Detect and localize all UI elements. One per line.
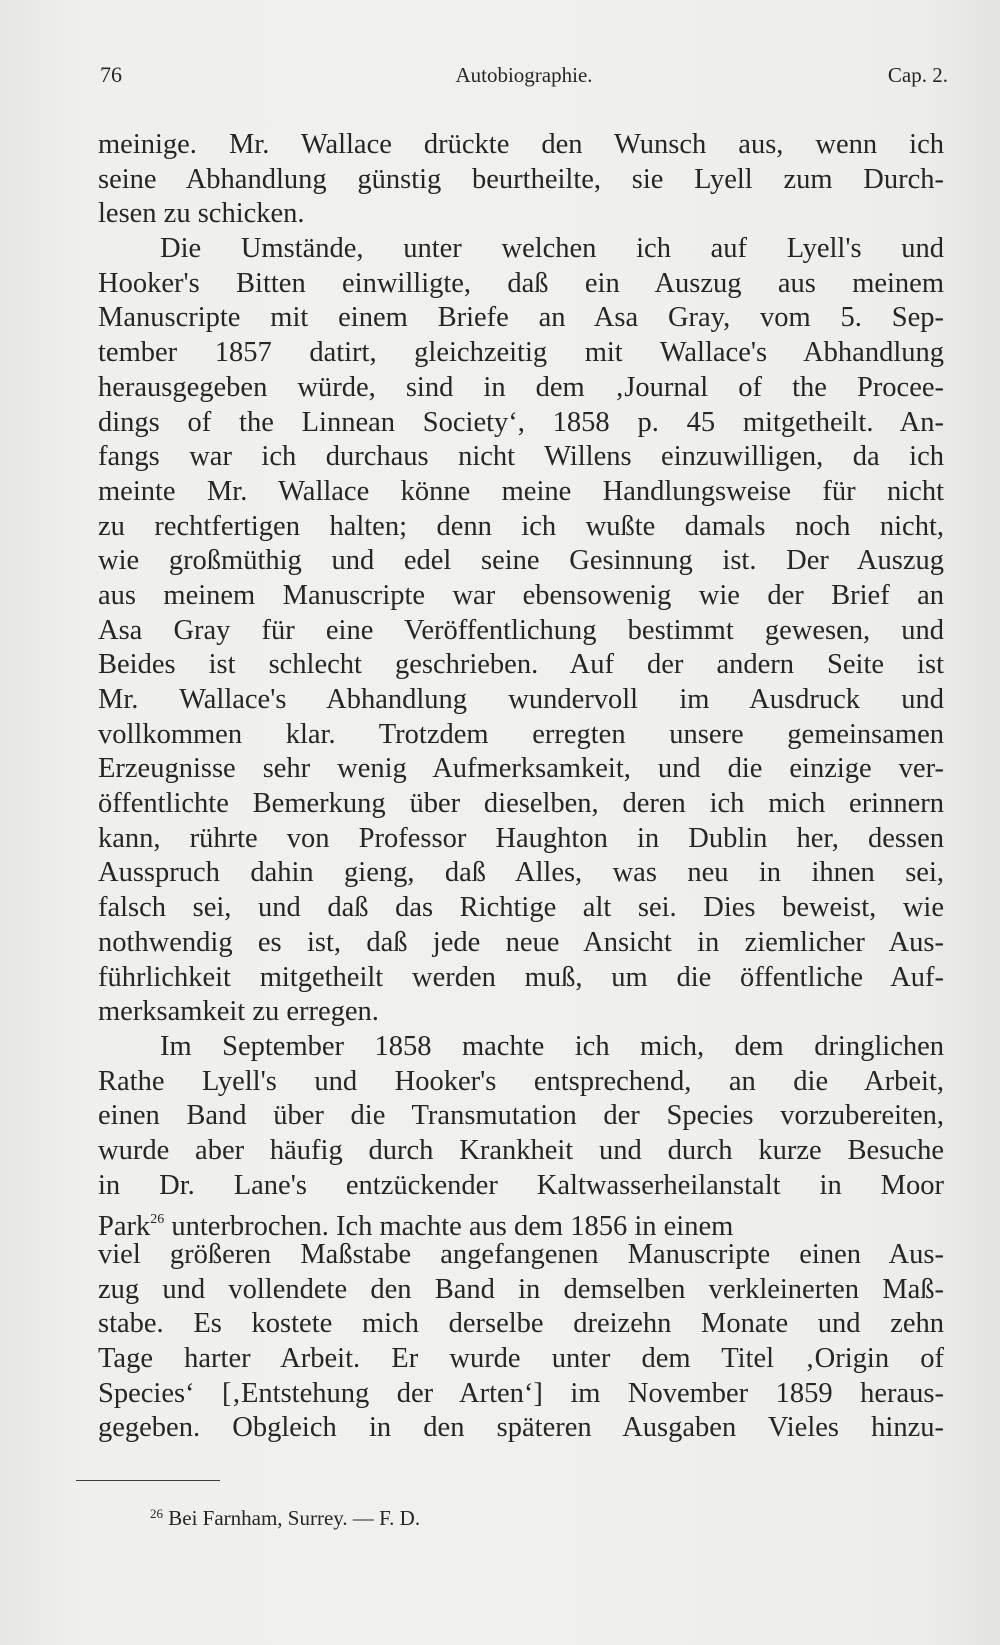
text-line: Manuscripte mit einem Briefe an Asa Gray, vom 5. Sep- (98, 302, 944, 334)
text-line: Erzeugnisse sehr wenig Aufmerksamkeit, und die einzige ver- (98, 753, 944, 785)
page-number: 76 (100, 62, 122, 87)
text-line: Im September 1858 machte ich mich, dem dringlichen (160, 1030, 944, 1062)
text-line: nothwendig es ist, daß jede neue Ansicht in ziemlicher Aus- (98, 926, 944, 958)
text-line: Beides ist schlecht geschrieben. Auf der andern Seite ist (98, 649, 944, 681)
text-line: seine Abhandlung günstig beurtheilte, sie Lyell zum Durch- (98, 163, 944, 195)
text-line: meinte Mr. Wallace könne meine Handlungsweise für nicht (98, 475, 944, 507)
chapter-label: Cap. 2. (887, 63, 948, 87)
footnote-reference: 26 (150, 1212, 165, 1228)
text-line: falsch sei, und daß das Richtige alt sei. Dies beweist, wie (98, 892, 944, 924)
text-line: führlichkeit mitgetheilt werden muß, um die öffentliche Auf- (98, 961, 944, 993)
page-header (100, 58, 948, 92)
text-line-start: Park (98, 1211, 151, 1243)
text-line: gegeben. Obgleich in den späteren Ausgaben Vieles hinzu- (98, 1412, 944, 1444)
text-line: Rathe Lyell's und Hooker's entsprechend, an die Arbeit, (98, 1065, 944, 1097)
text-line (98, 1203, 944, 1243)
text-line: merksamkeit zu erregen. (98, 996, 379, 1028)
footnote-marker: 26 (150, 1506, 163, 1521)
text-line: aus meinem Manuscripte war ebensowenig wie der Brief an (98, 579, 944, 611)
text-line-rest: unterbrochen. Ich machte aus dem 1856 in einem (171, 1211, 734, 1243)
text-line: Species‘ [‚Entstehung der Arten‘] im November 1859 heraus- (98, 1377, 944, 1409)
text-line: dings of the Linnean Society‘, 1858 p. 45 mitgetheilt. An- (98, 406, 944, 438)
footnote-text: Bei Farnham, Surrey. — F. D. (168, 1506, 421, 1530)
text-line: zug und vollendete den Band in demselben verkleinerten Maß- (98, 1273, 944, 1305)
text-line: wie großmüthig und edel seine Gesinnung ist. Der Auszug (98, 545, 944, 577)
text-line: Die Umstände, unter welchen ich auf Lyell's und (160, 233, 944, 265)
body-text (98, 128, 944, 1446)
text-line: tember 1857 datirt, gleichzeitig mit Wallace's Abhandlung (98, 337, 944, 369)
text-line: Tage harter Arbeit. Er wurde unter dem Titel ‚Origin of (98, 1343, 944, 1375)
text-line: Mr. Wallace's Abhandlung wundervoll im Ausdruck und (98, 684, 944, 715)
text-line: Hooker's Bitten einwilligte, daß ein Auszug aus meinem (98, 267, 944, 299)
text-line: in Dr. Lane's entzückender Kaltwasserheilanstalt in Moor (98, 1169, 944, 1201)
footnote (150, 1499, 420, 1533)
text-line: herausgegeben würde, sind in dem ‚Journal of the Procee- (98, 371, 944, 403)
text-line: wurde aber häufig durch Krankheit und durch kurze Besuche (98, 1134, 944, 1166)
footnote-rule (76, 1480, 220, 1481)
text-line: einen Band über die Transmutation der Species vorzubereiten, (98, 1100, 944, 1132)
text-line: öffentlichte Bemerkung über dieselben, deren ich mich erinnern (98, 788, 944, 820)
text-line: lesen zu schicken. (98, 198, 305, 230)
text-line: fangs war ich durchaus nicht Willens einzuwilligen, da ich (98, 441, 944, 473)
text-line: Ausspruch dahin gieng, daß Alles, was neu in ihnen sei, (98, 857, 944, 889)
text-line: stabe. Es kostete mich derselbe dreizehn Monate und zehn (98, 1308, 944, 1340)
text-line: Asa Gray für eine Veröffentlichung bestimmt gewesen, und (98, 614, 944, 646)
text-line: kann, rührte von Professor Haughton in Dublin her, dessen (98, 822, 944, 854)
text-line: zu rechtfertigen halten; denn ich wußte damals noch nicht, (98, 510, 944, 542)
text-line: meinige. Mr. Wallace drückte den Wunsch aus, wenn ich (98, 129, 944, 160)
running-title: Autobiographie. (455, 63, 593, 87)
text-line: vollkommen klar. Trotzdem erregten unsere gemeinsamen (98, 718, 944, 750)
text-line: viel größeren Maßstabe angefangenen Manuscripte einen Aus- (98, 1239, 944, 1270)
